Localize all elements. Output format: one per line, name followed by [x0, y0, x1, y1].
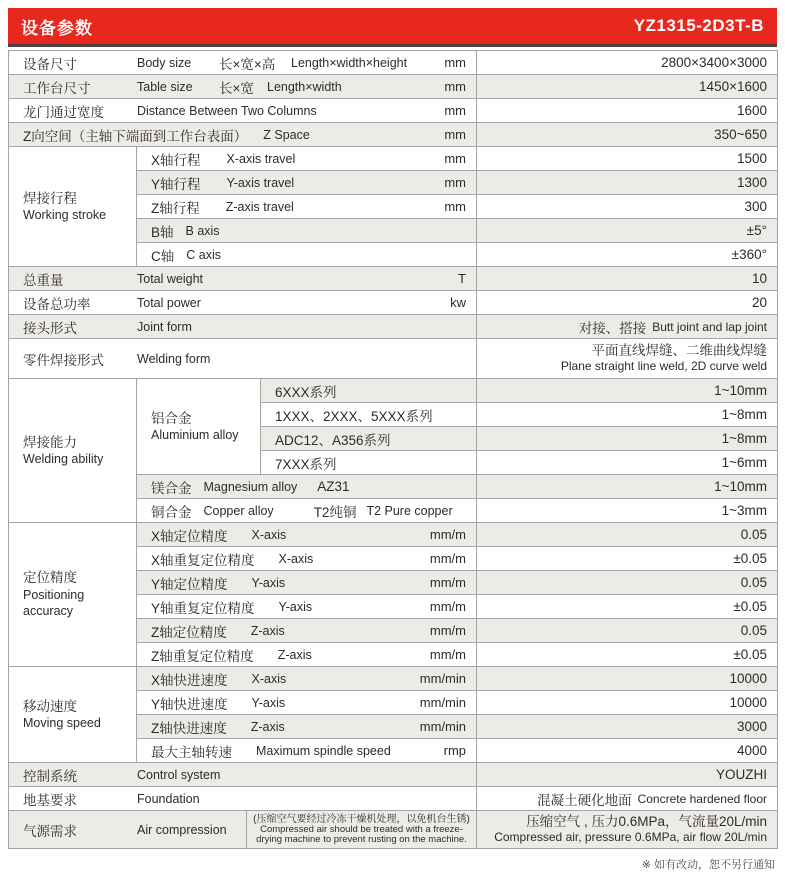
cell-copper-value [477, 499, 778, 523]
label-en: Y-axis [278, 599, 313, 614]
cell-series-adc12 [261, 427, 477, 451]
label-zh: X轴定位精度 [151, 528, 228, 544]
unit-label: kw [450, 295, 466, 310]
value-text: ±360° [731, 247, 767, 262]
label-zh: 龙门通过宽度 [23, 104, 104, 120]
unit-label: mm [444, 151, 466, 166]
cell-control-value [477, 763, 778, 787]
label-en: Foundation [137, 791, 200, 806]
cell-series-6xxx [261, 379, 477, 403]
cell-pa-xr-value [477, 547, 778, 571]
value-en: Concrete hardened floor [637, 791, 767, 806]
label-zh: 铝合金 [151, 410, 192, 426]
value-text: 1500 [736, 151, 767, 166]
group-label-zh: 焊接能力 [23, 434, 77, 450]
cell-zspace-value [477, 123, 778, 147]
cell-series-6xxx-value [477, 379, 778, 403]
table-row [9, 667, 778, 691]
cell-control-label [9, 763, 477, 787]
group-positioning-accuracy [9, 523, 137, 667]
cell-pa-z-label [137, 619, 477, 643]
cell-ms-x-label [137, 667, 477, 691]
label-zh: 最大主轴转速 [151, 744, 232, 760]
group-label-zh: 定位精度 [23, 570, 77, 586]
label-en: Z Space [263, 127, 310, 142]
group-label-en: Positioning accuracy [23, 588, 85, 619]
group-welding-ability [9, 379, 137, 523]
label-grade: AZ31 [317, 479, 350, 494]
group-label-en: Welding ability [23, 452, 104, 467]
table-row [9, 267, 778, 291]
label-en: Y-axis travel [226, 175, 295, 190]
label-zh: X轴快进速度 [151, 672, 228, 688]
cell-magnesium-value [477, 475, 778, 499]
label-zh: B轴 [151, 224, 174, 240]
value-text: ±0.05 [733, 551, 767, 566]
group-label-en: Moving speed [23, 716, 101, 731]
label-zh: 设备总功率 [23, 296, 91, 312]
cell-total-power-value [477, 291, 778, 315]
value-text: 350~650 [714, 127, 767, 142]
cell-pa-x-value [477, 523, 778, 547]
cell-pa-zr-label [137, 643, 477, 667]
value-zh: 压缩空气 , 压力0.6MPa，气流量20L/min [526, 814, 767, 830]
label-zh: 气源需求 [23, 823, 77, 839]
unit-label: mm [444, 55, 466, 70]
cell-pa-y-value [477, 571, 778, 595]
label-en: Maximum spindle speed [256, 743, 391, 758]
label-zh: Y轴定位精度 [151, 576, 228, 592]
table-row [9, 811, 778, 849]
value-text: 1~8mm [721, 407, 767, 422]
cell-foundation-label [9, 787, 477, 811]
cell-pa-xr-label [137, 547, 477, 571]
label-zh: C轴 [151, 248, 175, 264]
unit-label: mm/m [429, 599, 466, 614]
label-en: Z-axis [277, 647, 312, 662]
cell-pa-x-label [137, 523, 477, 547]
label-zh: X轴行程 [151, 152, 201, 168]
cell-z-travel-value [477, 195, 778, 219]
cell-z-travel-label [137, 195, 477, 219]
table-row [9, 379, 778, 403]
table-row [9, 787, 778, 811]
cell-spindle-value [477, 739, 778, 763]
label-zh: Z轴定位精度 [151, 624, 227, 640]
unit-label: T [458, 271, 466, 286]
value-text: 0.05 [740, 527, 767, 542]
value-text: 300 [744, 199, 767, 214]
group-working-stroke [9, 147, 137, 267]
label-en: C axis [186, 247, 221, 262]
cell-c-axis-value [477, 243, 778, 267]
label-zh: 工作台尺寸 [23, 80, 91, 96]
cell-zspace-label [9, 123, 477, 147]
label-en: Table size [137, 79, 193, 94]
value-text: ±5° [746, 223, 767, 238]
cell-ms-z-value [477, 715, 778, 739]
label-zh: 镁合金 [151, 480, 192, 496]
label-en: Air compression [137, 822, 227, 837]
table-row [9, 763, 778, 787]
label-grade-zh: T2纯铜 [313, 504, 357, 520]
cell-foundation-value [477, 787, 778, 811]
cell-pa-y-label [137, 571, 477, 595]
cell-joint-form-value [477, 315, 778, 339]
value-text: 0.05 [740, 575, 767, 590]
cell-y-travel-label [137, 171, 477, 195]
cell-ms-z-label [137, 715, 477, 739]
value-text: 1~10mm [714, 383, 767, 398]
table-row [9, 51, 778, 75]
unit-label: mm/min [419, 671, 466, 686]
cell-series-7xxx [261, 451, 477, 475]
label-en: Distance Between Two Columns [137, 103, 317, 118]
value-text: 10000 [729, 695, 767, 710]
value-text: 0.05 [740, 623, 767, 638]
page-title: 设备参数 [21, 18, 93, 38]
cell-welding-form-value [477, 339, 778, 379]
table-row [9, 315, 778, 339]
unit-label: mm [444, 199, 466, 214]
label-en2: Length×width×height [291, 55, 408, 70]
cell-x-travel-label [137, 147, 477, 171]
label-en: Z-axis [250, 719, 285, 734]
label-en: Copper alloy [203, 503, 274, 518]
cell-air-note [247, 811, 477, 849]
value-text: 20 [751, 295, 767, 310]
spec-table [8, 50, 778, 849]
label-zh: Y轴快进速度 [151, 696, 228, 712]
value-text: 1300 [736, 175, 767, 190]
model-number: YZ1315-2D3T-B [633, 16, 764, 35]
label-en: X-axis [251, 671, 287, 686]
label-en: B axis [185, 223, 220, 238]
value-zh: 对接、搭接 [578, 320, 647, 336]
cell-pa-z-value [477, 619, 778, 643]
cell-b-axis-label [137, 219, 477, 243]
value-text: 1~6mm [721, 455, 767, 470]
cell-x-travel-value [477, 147, 778, 171]
value-zh: 平面直线焊缝、二维曲线焊缝 [591, 343, 767, 359]
value-text: 1~10mm [714, 479, 767, 494]
label-zh: 零件焊接形式 [23, 352, 104, 368]
label-zh: 地基要求 [23, 792, 77, 808]
label-en: X-axis [251, 527, 287, 542]
cell-joint-form-label [9, 315, 477, 339]
label-zh: Z轴快进速度 [151, 720, 227, 736]
unit-label: mm [444, 127, 466, 142]
group-label-en: Working stroke [23, 208, 107, 223]
unit-label: rmp [443, 743, 466, 758]
table-row [9, 291, 778, 315]
footer-disclaimer: ※ 如有改动，恕不另行通知 [641, 859, 775, 871]
air-note-zh: (压缩空气要经过冷冻干燥机处理，以免机台生锈) [253, 814, 470, 826]
label-en: X-axis [278, 551, 314, 566]
label-en: Y-axis [251, 695, 286, 710]
label-en: Magnesium alloy [203, 479, 298, 494]
cell-copper-label [137, 499, 477, 523]
cell-welding-form-label [9, 339, 477, 379]
cell-series-1xxx [261, 403, 477, 427]
label-en: Total weight [137, 271, 204, 286]
label-zh: 总重量 [23, 272, 64, 288]
cell-pa-yr-label [137, 595, 477, 619]
cell-total-power-label [9, 291, 477, 315]
unit-label: mm [444, 103, 466, 118]
label-en: Total power [137, 295, 201, 310]
label-zh: 铜合金 [151, 504, 192, 520]
unit-label: mm/m [429, 575, 466, 590]
value-zh: 混凝土硬化地面 [537, 792, 632, 808]
value-text: 1~3mm [721, 503, 767, 518]
cell-y-travel-value [477, 171, 778, 195]
value-text: 2800×3400×3000 [661, 55, 767, 70]
label-zh2: 长×宽×高 [219, 56, 276, 72]
value-text: 4000 [736, 743, 767, 758]
label-zh: 控制系统 [23, 768, 77, 784]
unit-label: mm/m [429, 551, 466, 566]
label-zh: 接头形式 [23, 320, 77, 336]
label-zh: Z轴重复定位精度 [151, 648, 254, 664]
title-bar [8, 8, 777, 44]
label-grade-en: T2 Pure copper [366, 503, 453, 518]
label-series: 7XXX系列 [275, 456, 337, 472]
cell-body-size-label [9, 51, 477, 75]
group-moving-speed [9, 667, 137, 763]
label-zh: X轴重复定位精度 [151, 552, 255, 568]
label-en2: Length×width [267, 79, 342, 94]
label-zh: 设备尺寸 [23, 56, 77, 72]
value-text: ±0.05 [733, 599, 767, 614]
cell-air-value [477, 811, 778, 849]
label-zh: Z轴行程 [151, 200, 200, 216]
cell-total-weight-label [9, 267, 477, 291]
cell-aluminium-alloy [137, 379, 261, 475]
table-row [9, 147, 778, 171]
cell-series-1xxx-value [477, 403, 778, 427]
cell-ms-x-value [477, 667, 778, 691]
label-en: Body size [137, 55, 192, 70]
label-zh2: 长×宽 [219, 80, 254, 96]
value-text: 10000 [729, 671, 767, 686]
value-text: YOUZHI [715, 767, 767, 782]
unit-label: mm [444, 175, 466, 190]
air-note-en: Compressed air should be treated with a freeze-drying machine to prevent rusting on the machine. [256, 824, 467, 845]
unit-label: mm/m [429, 647, 466, 662]
label-zh: Z向空间（主轴下端面到工作台表面） [23, 128, 248, 144]
label-en: Z-axis travel [225, 199, 294, 214]
value-text: 1450×1600 [699, 79, 767, 94]
table-row [9, 123, 778, 147]
table-row [9, 523, 778, 547]
cell-ms-y-label [137, 691, 477, 715]
table-row [9, 75, 778, 99]
table-row [9, 99, 778, 123]
cell-body-size-value [477, 51, 778, 75]
value-en: Plane straight line weld, 2D curve weld [560, 359, 767, 374]
unit-label: mm/min [419, 719, 466, 734]
value-text: ±0.05 [733, 647, 767, 662]
cell-b-axis-value [477, 219, 778, 243]
cell-pa-zr-value [477, 643, 778, 667]
cell-series-adc12-value [477, 427, 778, 451]
cell-gantry-label [9, 99, 477, 123]
label-zh: Y轴重复定位精度 [151, 600, 255, 616]
cell-table-size-value [477, 75, 778, 99]
cell-air-label [9, 811, 247, 849]
cell-pa-yr-value [477, 595, 778, 619]
cell-ms-y-value [477, 691, 778, 715]
label-series: ADC12、A356系列 [275, 432, 391, 448]
label-en: Y-axis [251, 575, 286, 590]
table-row [9, 339, 778, 379]
value-text: 3000 [736, 719, 767, 734]
label-en: Welding form [137, 351, 211, 366]
label-en: X-axis travel [226, 151, 296, 166]
value-text: 1600 [736, 103, 767, 118]
cell-series-7xxx-value [477, 451, 778, 475]
unit-label: mm [444, 79, 466, 94]
value-text: 1~8mm [721, 431, 767, 446]
value-text: 10 [751, 271, 767, 286]
label-series: 6XXX系列 [275, 384, 337, 400]
cell-magnesium-label [137, 475, 477, 499]
unit-label: mm/m [429, 623, 466, 638]
label-zh: Y轴行程 [151, 176, 201, 192]
label-en: Z-axis [250, 623, 285, 638]
cell-total-weight-value [477, 267, 778, 291]
label-en: Control system [137, 767, 221, 782]
value-en: Compressed air, pressure 0.6MPa, air flow 20L/min [494, 830, 767, 845]
value-en: Butt joint and lap joint [652, 319, 767, 334]
unit-label: mm/m [429, 527, 466, 542]
group-label-zh: 焊接行程 [23, 190, 77, 206]
group-label-zh: 移动速度 [23, 698, 77, 714]
cell-table-size-label [9, 75, 477, 99]
unit-label: mm/min [419, 695, 466, 710]
cell-spindle-label [137, 739, 477, 763]
label-en: Aluminium alloy [151, 428, 239, 443]
label-series: 1XXX、2XXX、5XXX系列 [275, 408, 433, 424]
label-en: Joint form [137, 319, 192, 334]
cell-gantry-value [477, 99, 778, 123]
cell-c-axis-label [137, 243, 477, 267]
